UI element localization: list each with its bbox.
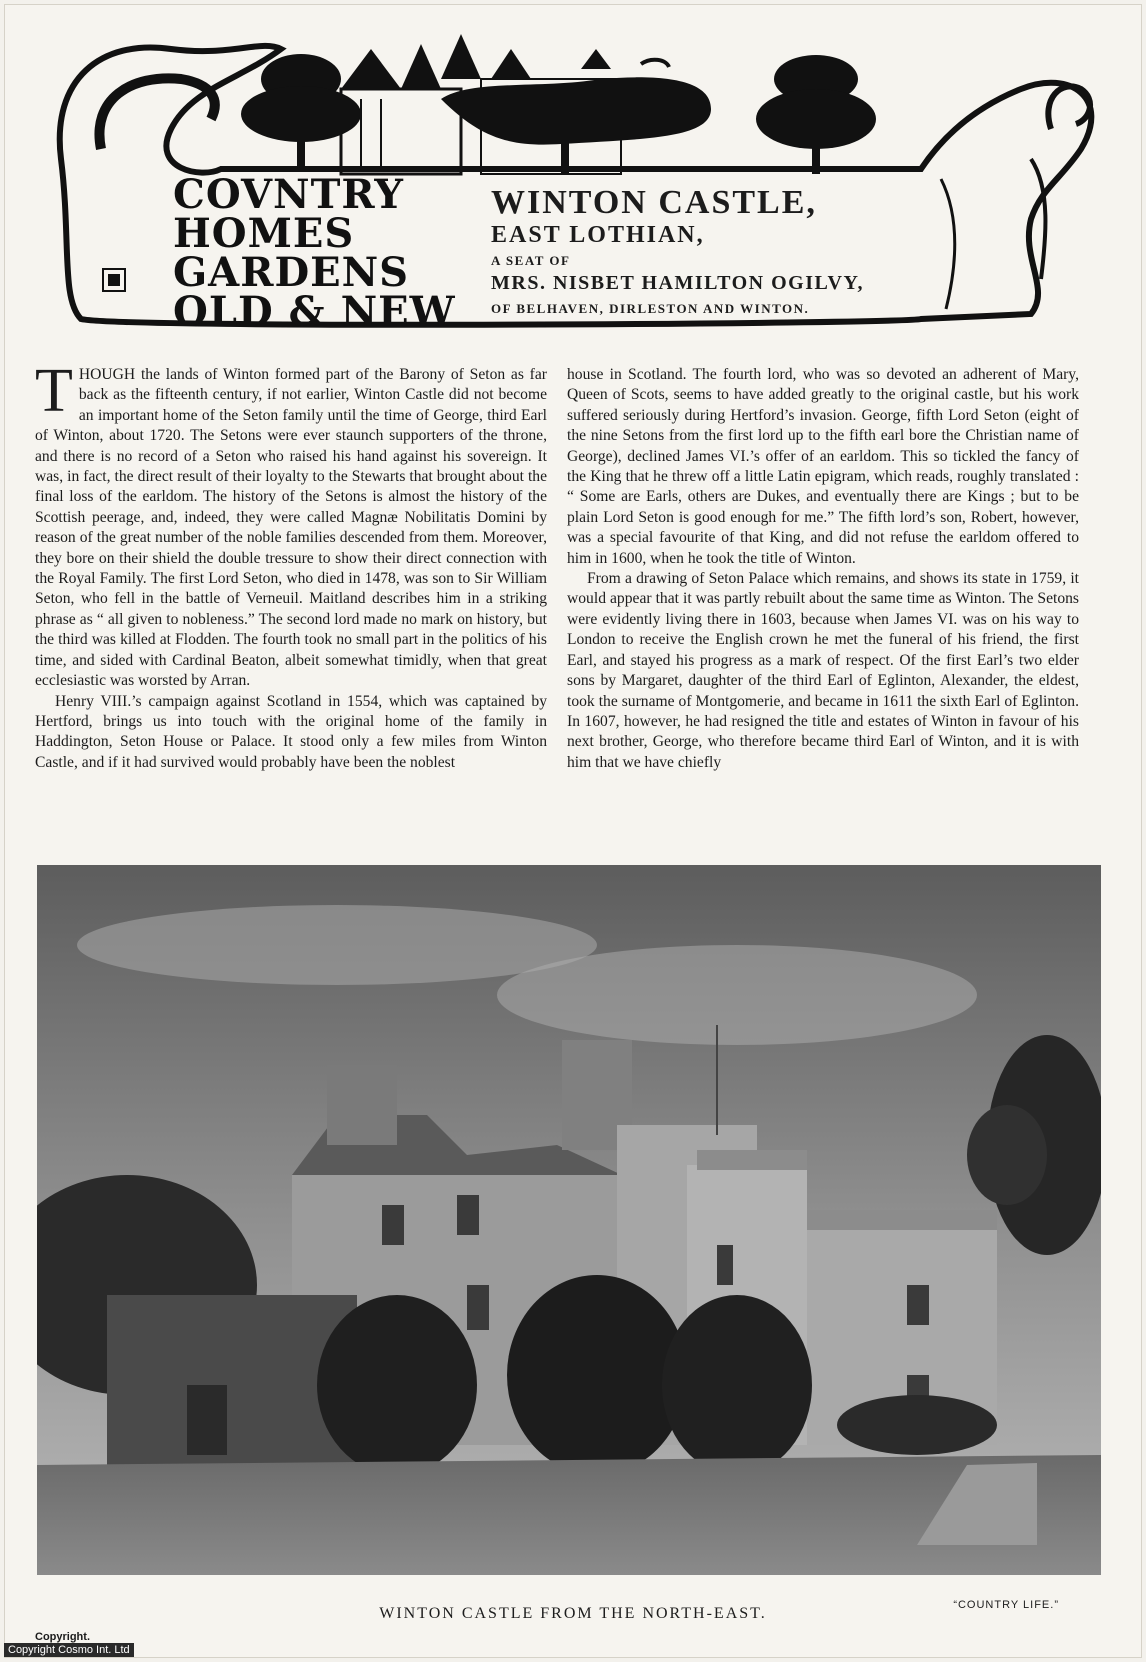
photo-caption: WINTON CASTLE FROM THE NORTH-EAST. xyxy=(379,1605,767,1622)
drop-cap: T xyxy=(35,357,73,425)
seat-of-label: A SEAT OF xyxy=(491,253,571,268)
article-title: WINTON CASTLE, xyxy=(491,184,817,221)
header-banner xyxy=(41,19,1115,349)
paragraph: Henry VIII.’s campaign against Scotland in 1554, which was captained by Hertford, brings us into touch with the original home of the family in Haddington, Seton House or Palace. It stood only a few miles from Winton Castle, and if it had survived would probably have been the noblest xyxy=(35,692,547,771)
article-heading xyxy=(491,185,951,319)
photo-credit: “COUNTRY LIFE.” xyxy=(953,1599,1059,1611)
article-subtitle: EAST LOTHIAN, xyxy=(491,222,705,248)
text-column-left xyxy=(35,357,547,773)
text-column-right xyxy=(567,365,1079,773)
paragraph: From a drawing of Seton Palace which remains, and shows its state in 1759, it would appear that it was partly rebuilt about the same time as Winton. The Setons were evidently living there in 1603, because when James VI. was on his way to London to receive the English crown he met the funeral of his friend, the first Earl, and stayed his progress as a mark of respect. Of the first Earl’s two elder sons by Margaret, daughter of the third Earl of Eglinton, Alexander, the eldest, took the surname of Montgomerie, and became in 1611 the sixth Earl of Eglinton. In 1607, however, he had resigned the title and estates of Winton in favour of his next brother, George, who therefore became third Earl of Winton, and it is with him that we have chiefly xyxy=(567,570,1079,771)
series-title xyxy=(173,171,483,335)
owner-name: MRS. NISBET HAMILTON OGILVY, xyxy=(491,272,865,294)
paragraph xyxy=(35,357,547,692)
series-line-4: OLD & NEW xyxy=(173,288,456,335)
series-line-1: COVNTRY xyxy=(173,171,404,218)
watermark: Copyright Cosmo Int. Ltd xyxy=(4,1643,134,1657)
owner-places: OF BELHAVEN, DIRLESTON AND WINTON. xyxy=(491,301,810,316)
series-line-3: GARDENS xyxy=(173,249,410,296)
page xyxy=(4,4,1142,1658)
paragraph: house in Scotland. The fourth lord, who was so devoted an adherent of Mary, Queen of Scots, seems to have added greatly to the original castle, but his work suffered seriously during Hertford’s invasion. George, fifth Lord Seton (eight of the nine Setons from the first lord up to the fifth earl bore the Christian name of George), declined James VI.’s offer of an earldom. This so tickled the fancy of the King that he threw off a little Latin epigram, which reads, roughly translated : “ Some are Earls, others are Dukes, and eventually there are Kings ; but to be plain Lord Seton is good enough for me.” The fifth lord’s son, Robert, however, was a special favourite of that King, and did not refuse the earldom offered to him in 1600, when he took the title of Winton. xyxy=(567,366,1079,567)
paragraph-text: HOUGH the lands of Winton formed part of the Barony of Seton as far back as the fifteenth century, if not earlier, Winton Castle did not become an important home of the Seton family until the time of George, third Earl of Winton, about 1720. The Setons were ever staunch supporters of the throne, and there is no record of a Seton who raised his hand against his sovereign. It was, in fact, the direct result of their loyalty to the Stewarts that brought about the final loss of the earldom. The history of the Setons is almost the history of the Scottish peerage, and, indeed, they were called Magnæ Nobilitatis Domini by reason of the great number of the noble families descended from them. Moreover, they bore on their shield the double tressure to show their direct connection with the Royal Family. The first Lord Seton, who died in 1478, was son to Sir William Seton, who fell in the battle of Verneuil. Maitland describes him in a striking phrase as “ all given to nobleness.” The second lord made no mark on history, but the third was killed at Flodden. The fourth took no small part in the politics of his time, and sided with Cardinal Beaton, albeit somewhat timidly, when that great ecclesiastic was worsted by Arran. xyxy=(35,366,547,690)
castle-photo-image xyxy=(37,865,1101,1575)
series-line-2: HOMES xyxy=(173,210,355,257)
castle-photograph xyxy=(37,865,1101,1575)
copyright-label: Copyright. xyxy=(35,1631,90,1643)
